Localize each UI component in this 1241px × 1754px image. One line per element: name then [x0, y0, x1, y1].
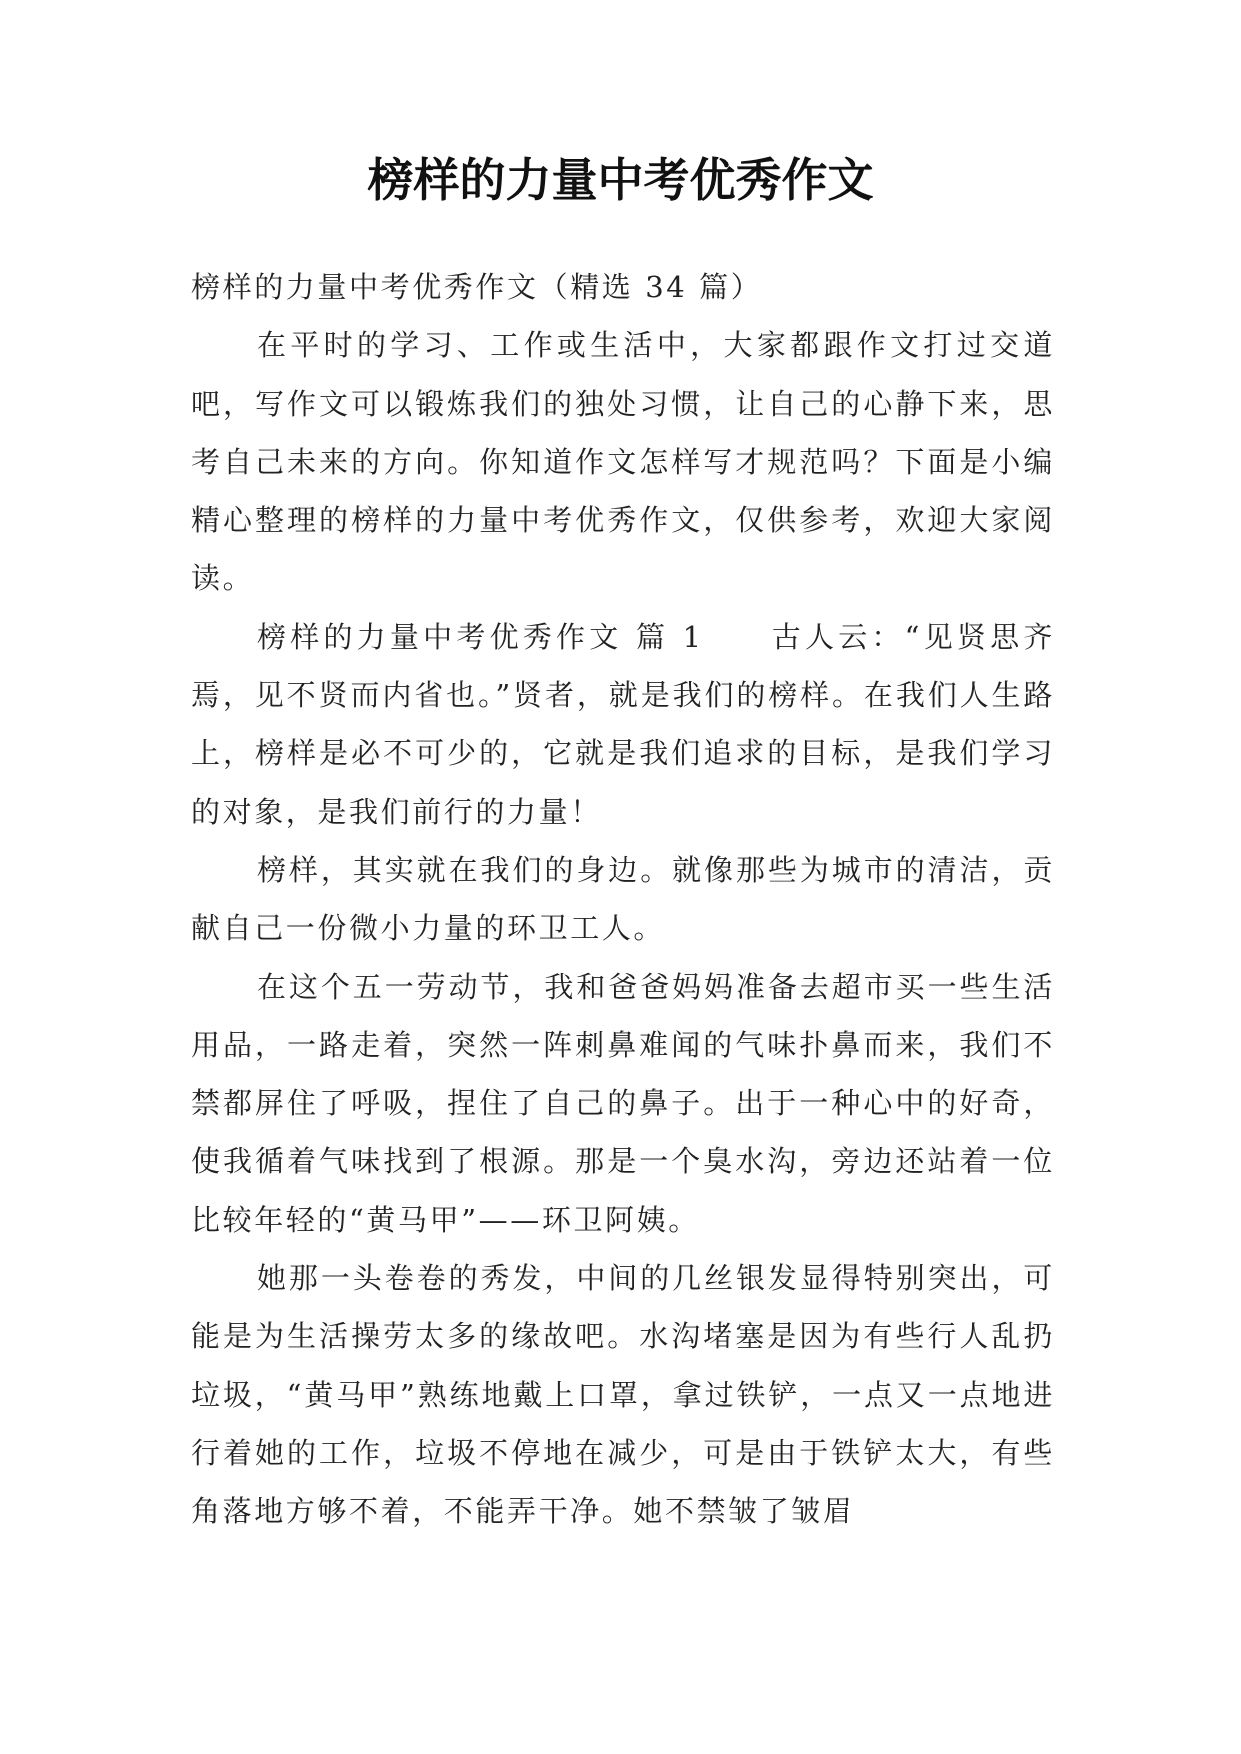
subtitle-paragraph: 榜样的力量中考优秀作文（精选 34 篇） — [191, 270, 763, 304]
document-body — [191, 258, 1055, 1541]
essay-paragraph: 她那一头卷卷的秀发，中间的几丝银发显得特别突出，可能是为生活操劳太多的缘故吧。水沟堵塞是因为有些行人乱扔垃圾，“黄马甲”熟练地戴上口罩，拿过铁铲，一点又一点地进行着她的工作，垃圾不停地在减少，可是由于铁铲太大，有些角落地方够不着，不能弄干净。她不禁皱了皱眉 — [191, 1261, 1055, 1529]
document-title: 榜样的力量中考优秀作文 — [367, 153, 874, 207]
essay-paragraph: 榜样，其实就在我们的身边。就像那些为城市的清洁，贡献自己一份微小力量的环卫工人。 — [191, 852, 1055, 946]
essay-1-opening-paragraph: 榜样的力量中考优秀作文 篇 1 古人云：“见贤思齐焉，见不贤而内省也。”贤者，就是我们的榜样。在我们人生路上，榜样是必不可少的，它就是我们追求的目标，是我们学习的对象，是我们前行的力量！ — [191, 619, 1055, 829]
essay-paragraph: 在这个五一劳动节，我和爸爸妈妈准备去超市买一些生活用品，一路走着，突然一阵刺鼻难闻的气味扑鼻而来，我们不禁都屏住了呼吸，捏住了自己的鼻子。出于一种心中的好奇，使我循着气味找到了根源。那是一个臭水沟，旁边还站着一位比较年轻的“黄马甲”——环卫阿姨。 — [191, 969, 1055, 1237]
intro-paragraph: 在平时的学习、工作或生活中，大家都跟作文打过交道吧，写作文可以锻炼我们的独处习惯，让自己的心静下来，思考自己未来的方向。你知道作文怎样写才规范吗？下面是小编精心整理的榜样的力量中考优秀作文，仅供参考，欢迎大家阅读。 — [191, 328, 1055, 596]
